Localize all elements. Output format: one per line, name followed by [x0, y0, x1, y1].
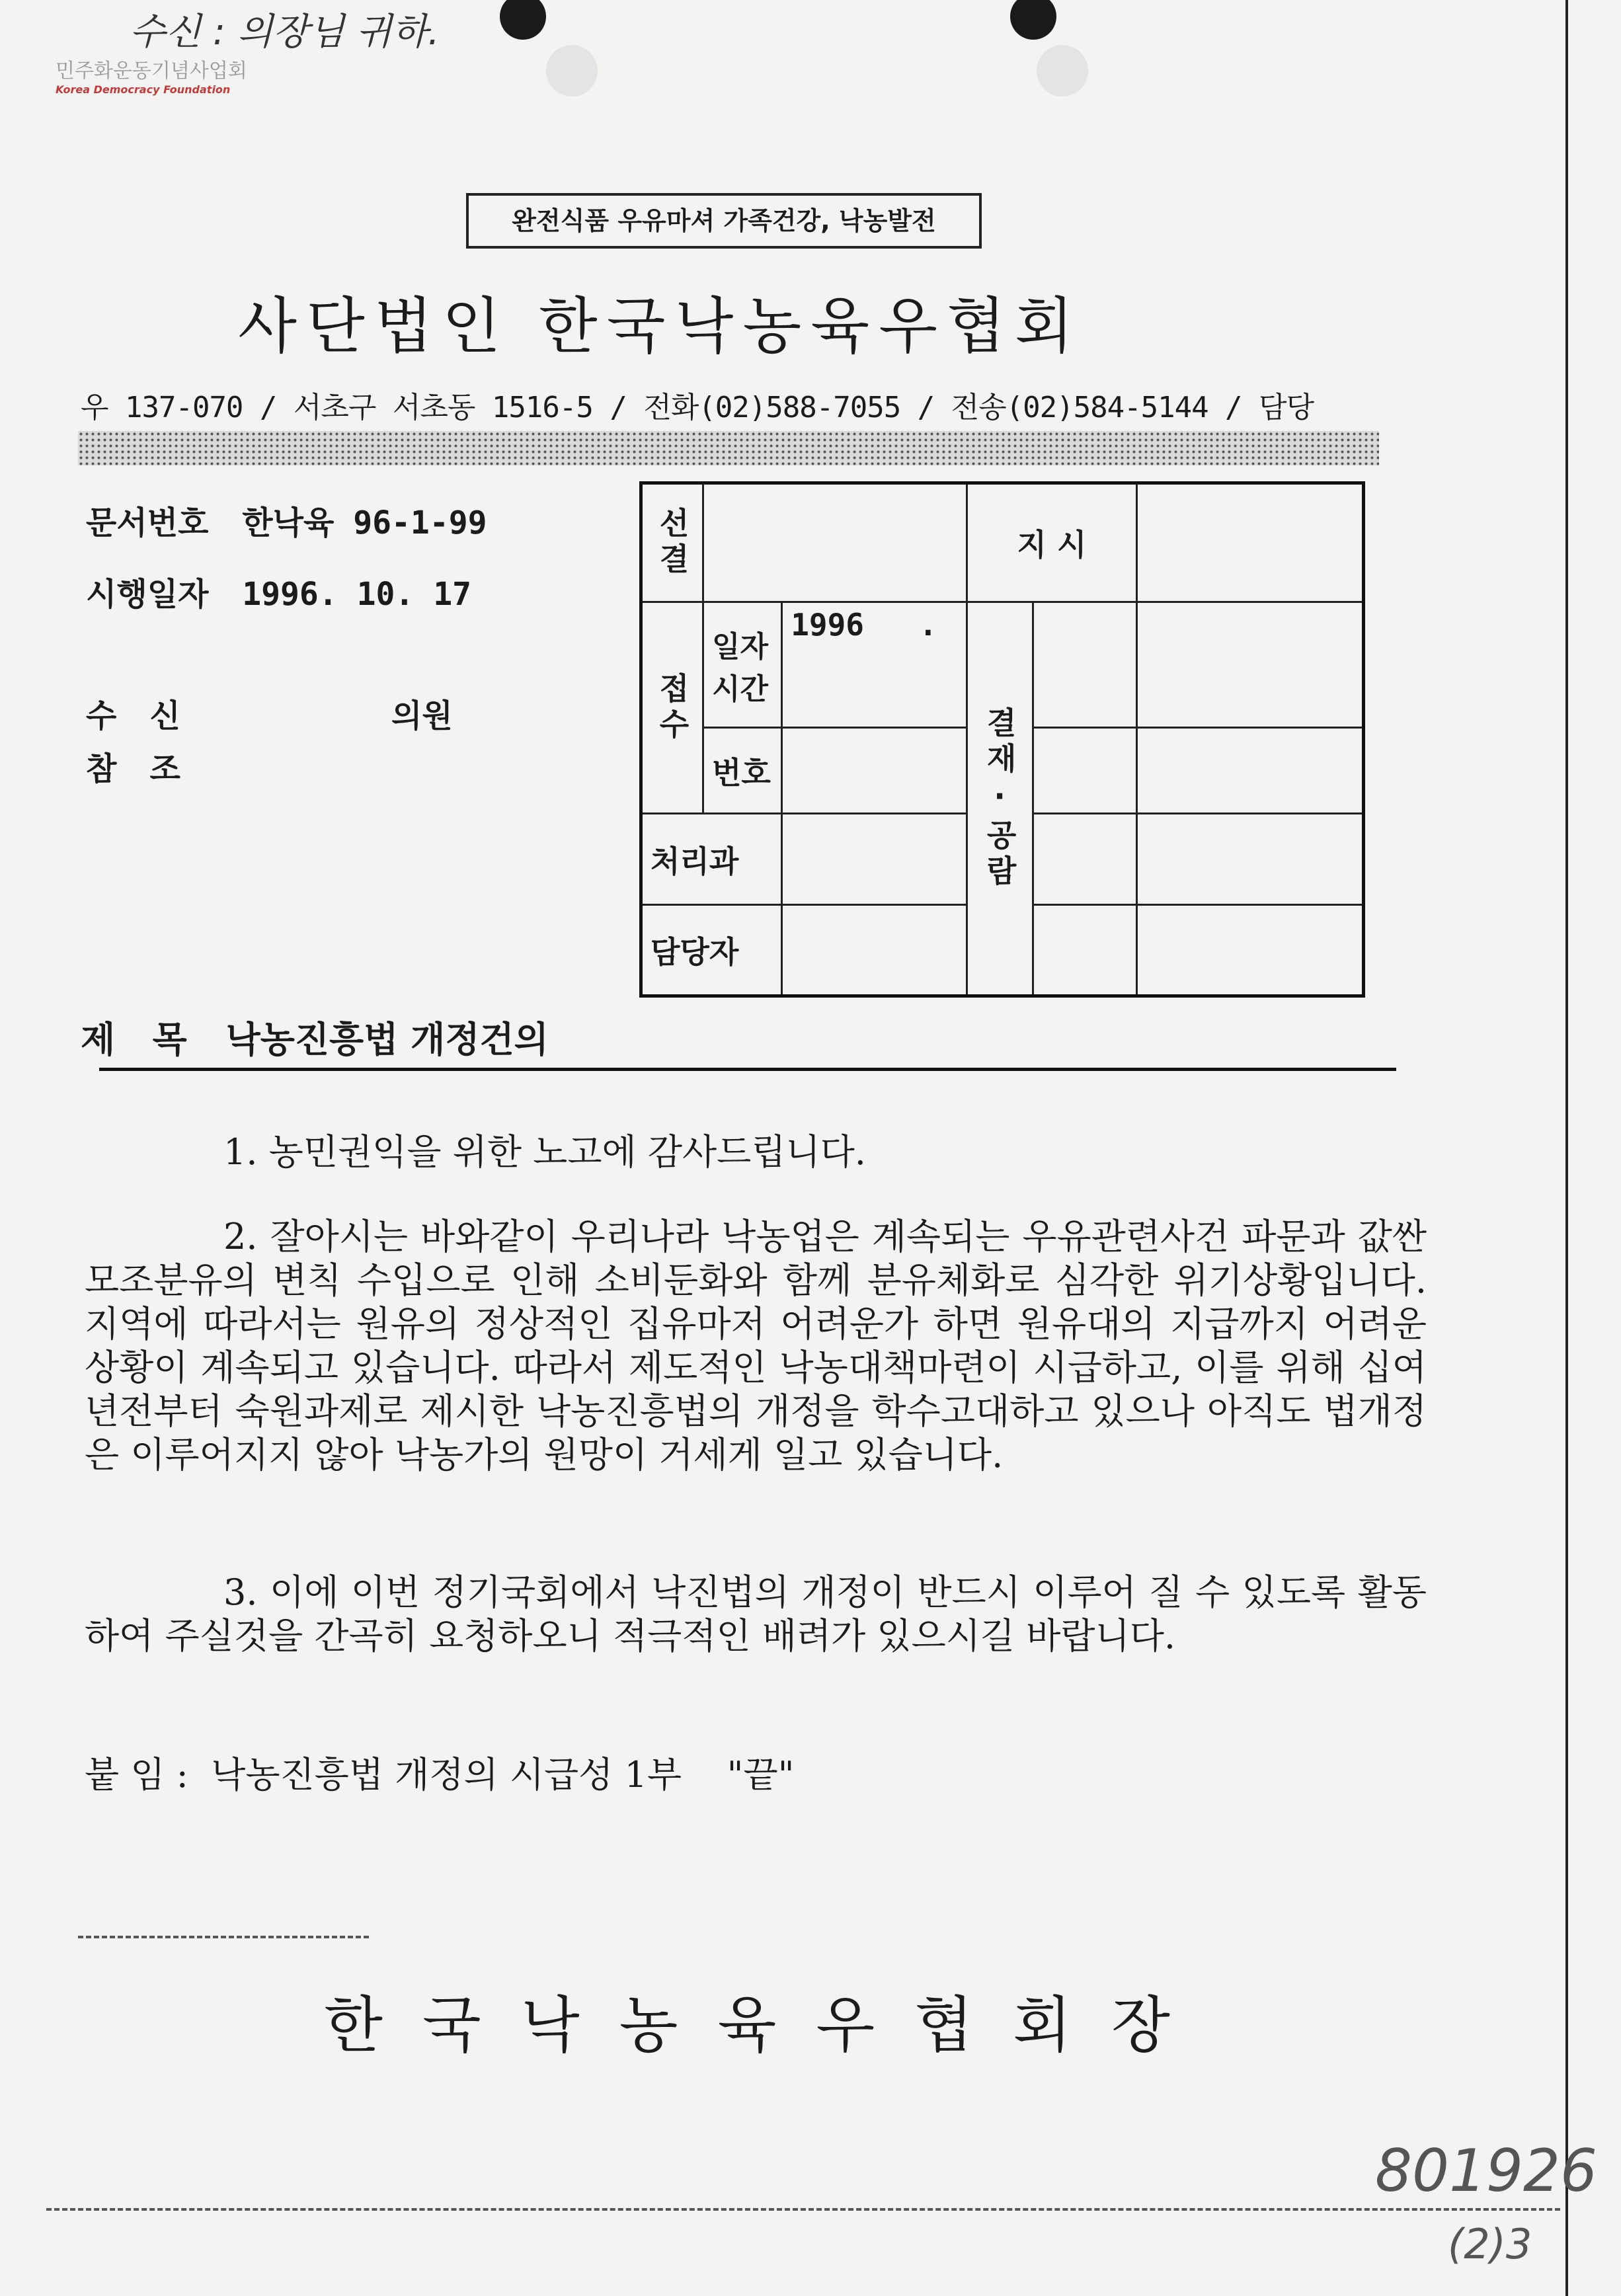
- body-paragraph-2: [85, 1215, 1427, 1477]
- address-line: 우 137-070 / 서초구 서초동 1516-5 / 전화(02)588-7055 / 전송(02)584-5144 / 담당: [81, 391, 1314, 424]
- cell-sign-6: [1137, 814, 1364, 905]
- cell-sign-2: [1137, 602, 1364, 728]
- page-edge-line: [1565, 0, 1568, 2296]
- dotted-separator: [78, 431, 1379, 465]
- subject: [81, 1011, 549, 1062]
- body-paragraph-3: [85, 1571, 1427, 1658]
- attachment-line: 붙 임 : 낙농진흥법 개정의 시급성 1부 "끝": [85, 1754, 795, 1796]
- doc-number-label: 문서번호: [86, 504, 209, 541]
- cell-jisi-blank: [1137, 483, 1364, 602]
- cell-cheorigwa-value: [782, 814, 967, 905]
- handwritten-code: 801926: [1375, 2137, 1597, 2205]
- punch-hole: [1010, 0, 1056, 40]
- doc-number: [86, 497, 487, 543]
- paragraph-1-text: 1. 농민권익을 위한 노고에 감사드립니다.: [223, 1131, 866, 1173]
- approval-table: [639, 481, 1365, 998]
- punch-hole: [546, 45, 598, 97]
- watermark: [56, 54, 247, 96]
- paragraph-3-text: 3. 이에 이번 정기국회에서 낙진법의 개정이 반드시 이루어 질 수 있도록 활동하여 주실것을 간곡히 요청하오니 적극적인 배려가 있으시길 바랍니다.: [85, 1571, 1427, 1657]
- punch-hole: [1037, 45, 1088, 97]
- cell-sign-3: [1033, 728, 1137, 814]
- signer: 한국낙농육우협회장: [324, 1990, 1210, 2061]
- cell-number-value: [782, 728, 967, 814]
- cell-jeopsu: 접수: [641, 602, 703, 814]
- dashed-line: [78, 1936, 369, 1938]
- cell-seongyeol: 선결: [641, 483, 703, 602]
- cell-damdangja: 담당자: [641, 905, 782, 996]
- cell-date-value: 1996 .: [782, 602, 967, 728]
- watermark-korean: 민주화운동기념사업회: [56, 59, 247, 83]
- reference-label: 참 조: [86, 750, 180, 787]
- handwritten-page: (2)3: [1448, 2220, 1532, 2268]
- watermark-english: Korea Democracy Foundation: [56, 83, 231, 96]
- cell-date-time-label: 일자 시간: [703, 602, 782, 728]
- paragraph-2-text: 2. 잘아시는 바와같이 우리나라 낙농업은 계속되는 우유관련사건 파문과 값싼 모조분유의 변칙 수입으로 인해 소비둔화와 함께 분유체화로 심각한 위기상황입니다. 지역에 따라서는 원유의 정상적인 집유마저 어려운가 하면 원유대의 지급까지 어려운 상황이 계속되고 있습니다. 따라서 제도적인 낙농대책마련이 시급하고, 이를 위해 십여년전부터 숙원과제로 제시한 낙농진흥법의 개정을 학수고대하고 있으나 아직도 법개정은 이루어지지 않아 낙농가의 원망이 거세게 일고 있습니다.: [85, 1216, 1427, 1476]
- recipient-value: 의원: [391, 697, 453, 734]
- doc-date-value: 1996. 10. 17: [242, 576, 471, 613]
- cell-cheorigwa: 처리과: [641, 814, 782, 905]
- cell-gyeoljae: 결재·공람: [967, 602, 1033, 996]
- subject-underline: [99, 1068, 1396, 1071]
- punch-hole: [500, 0, 546, 40]
- doc-number-value: 한낙육 96-1-99: [242, 504, 487, 541]
- cell-sign-7: [1033, 905, 1137, 996]
- cell-sign-4: [1137, 728, 1364, 814]
- cell-sign-8: [1137, 905, 1364, 996]
- recipient-label: 수 신: [86, 697, 180, 734]
- org-name: 사단법인 한국낙농육우협회: [238, 291, 1083, 362]
- cell-seongyeol-blank: [703, 483, 967, 602]
- handwritten-note: 수신 : 의장님 귀하.: [130, 11, 440, 54]
- cell-damdangja-value: [782, 905, 967, 996]
- body-paragraph-1: [85, 1130, 1427, 1174]
- cell-jisi: 지 시: [967, 483, 1137, 602]
- subject-value: 낙농진흥법 개정건의: [225, 1019, 549, 1060]
- doc-date: [86, 569, 471, 614]
- cell-number-label: 번호: [703, 728, 782, 814]
- dashed-line: [46, 2208, 1560, 2211]
- cell-sign-1: [1033, 602, 1137, 728]
- doc-date-label: 시행일자: [86, 576, 209, 613]
- subject-label: 제 목: [81, 1019, 187, 1060]
- cell-sign-5: [1033, 814, 1137, 905]
- slogan-box: 완전식품 우유마셔 가족건강, 낙농발전: [466, 193, 982, 249]
